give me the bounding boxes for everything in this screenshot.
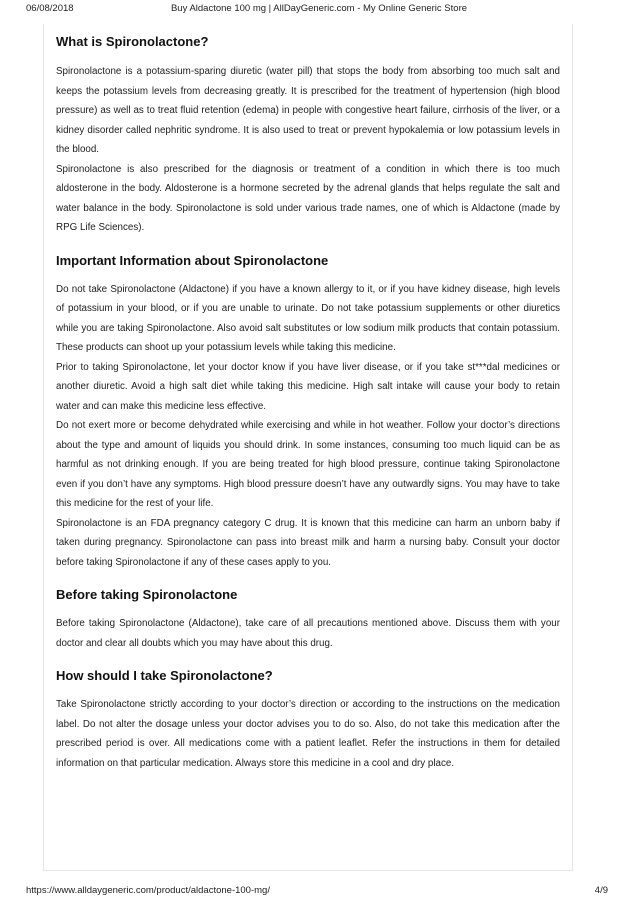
paragraph: Spironolactone is also prescribed for the diagnosis or treatment of a condition in which there is too much aldosterone in the body. Aldosterone is a hormone secreted by the adrenal glands that helps regulate the salt and water balance in the body. Spironolactone is sold under various trade names, one of which is Aldactone (made by RPG Life Sciences). bbox=[56, 163, 560, 233]
section-heading: How should I take Spironolactone? bbox=[56, 668, 273, 683]
print-date: 06/08/2018 bbox=[26, 3, 74, 14]
section-how-to-take bbox=[56, 668, 560, 773]
paragraph: Do not exert more or become dehydrated while exercising and while in hot weather. Follow your doctor’s directions about the type and amount of liquids you should drink. In some instances, consuming too much liquid can be as harmful as not drinking enough. If you are being treated for high blood pressure, continue taking Spironolactone even if you don’t have any symptoms. High blood pressure doesn’t have any outwardly signs. You may have to take this medicine for the rest of your life. bbox=[56, 420, 560, 509]
page-title: Buy Aldactone 100 mg | AllDayGeneric.com - My Online Generic Store bbox=[170, 3, 468, 14]
section-important-information bbox=[56, 253, 560, 573]
section-heading: What is Spironolactone? bbox=[56, 34, 209, 49]
print-footer bbox=[0, 885, 638, 899]
page-url: https://www.alldaygeneric.com/product/aldactone-100-mg/ bbox=[26, 885, 270, 896]
paragraph: Do not take Spironolactone (Aldactone) if you have a known allergy to it, or if you have kidney disease, high levels of potassium in your blood, or if you are unable to urinate. Do not take potassium supplements or other diuretics while you are taking Spironolactone. Also avoid salt substitutes or low sodium milk products that contain potassium. These products can shoot up your potassium levels while taking this medicine. bbox=[56, 283, 560, 353]
paragraph: Take Spironolactone strictly according to your doctor’s direction or according to the instructions on the medication label. Do not alter the dosage unless your doctor advises you to do so. Also, do not take this medication after the prescribed period is over. All medications come with a patient leaflet. Refer the instructions in them for detailed information on that particular medication. Always store this medicine in a cool and dry place. bbox=[56, 699, 560, 769]
print-header bbox=[0, 3, 638, 17]
paragraph: Prior to taking Spironolactone, let your doctor know if you have liver disease, or if you take st***dal medicines or another diuretic. Avoid a high salt diet while taking this medicine. High salt intake will cause your body to retain water and can make this medicine less effective. bbox=[56, 361, 560, 412]
paragraph: Spironolactone is a potassium-sparing diuretic (water pill) that stops the body from absorbing too much salt and keeps the potassium levels from decreasing greatly. It is prescribed for the treatment of hypertension (high blood pressure) as well as to treat fluid retention (edema) in people with congestive heart failure, cirrhosis of the liver, or a kidney disorder called nephritic syndrome. It is also used to treat or prevent hypokalemia or low potassium levels in the blood. bbox=[56, 66, 560, 155]
paragraph: Spironolactone is an FDA pregnancy category C drug. It is known that this medicine can harm an unborn baby if taken during pregnancy. Spironolactone can pass into breast milk and harm a nursing baby. Consult your doctor before taking Spironolactone if any of these cases apply to you. bbox=[56, 517, 560, 568]
section-what-is bbox=[56, 34, 560, 238]
section-before-taking bbox=[56, 587, 560, 653]
section-heading: Before taking Spironolactone bbox=[56, 587, 238, 602]
article-body bbox=[56, 28, 560, 773]
section-heading: Important Information about Spironolactone bbox=[56, 252, 329, 268]
paragraph: Before taking Spironolactone (Aldactone), take care of all precautions mentioned above. Discuss them with your doctor and clear all doubts which you may have about this drug. bbox=[56, 618, 560, 649]
page-number: 4/9 bbox=[594, 885, 608, 896]
